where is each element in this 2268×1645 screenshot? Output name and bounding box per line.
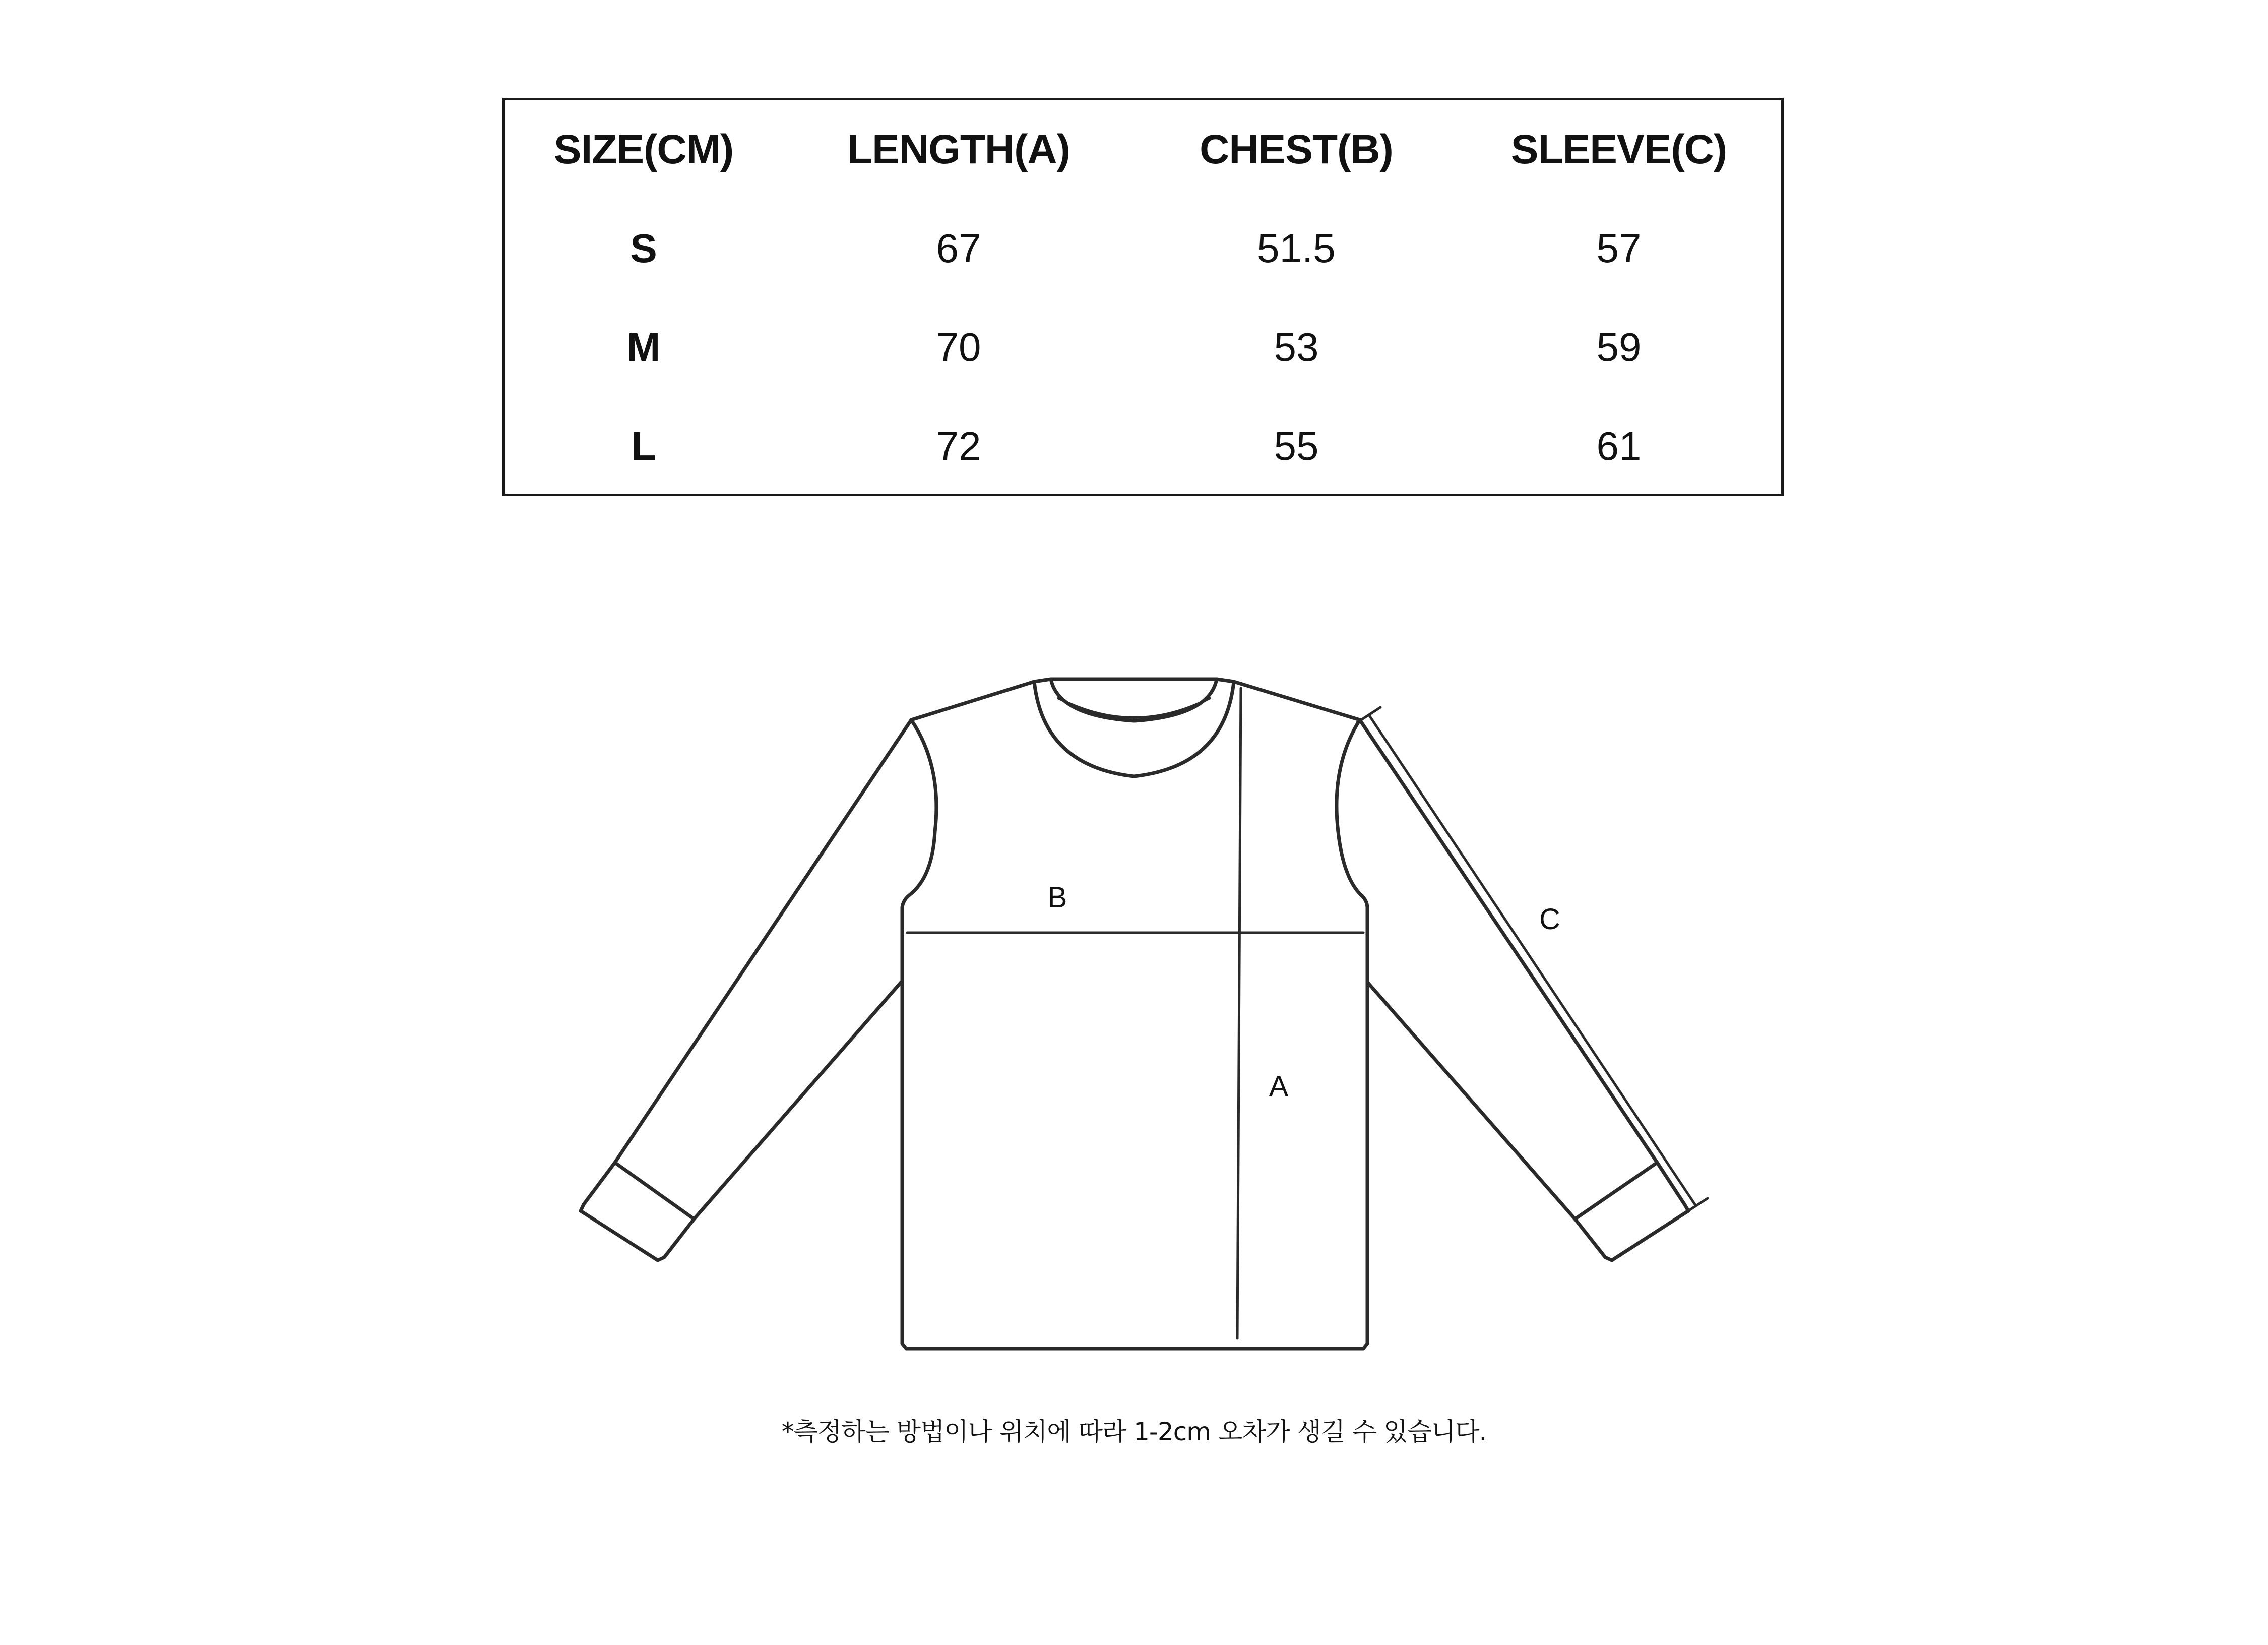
sleeve-measure-line [1369,715,1696,1206]
sleeve-value: 61 [1596,423,1642,468]
left-sleeve-outline [581,720,911,1260]
sleeve-measure-tick-top [1357,707,1380,722]
size-label: S [630,226,657,271]
measurement-note: *측정하는 방법이나 위치에 따라 1-2cm 오차가 생길 수 있습니다. [781,1417,1487,1446]
right-cuff-seam [1575,1163,1657,1219]
chest-value: 53 [1274,325,1319,370]
header-size: SIZE(CM) [553,127,734,172]
size-label: L [631,423,656,468]
chest-value: 55 [1274,423,1319,468]
sleeve-value: 57 [1596,226,1642,271]
collar-inner [1051,679,1217,721]
header-chest: CHEST(B) [1200,127,1393,172]
measurement-lines [907,688,1708,1338]
header-sleeve: SLEEVE(C) [1510,127,1727,172]
size-label: M [626,325,661,370]
header-length: LENGTH(A) [847,127,1070,172]
label-sleeve-c: C [1539,903,1560,936]
body-outline [902,679,1367,1349]
label-chest-b: B [1047,881,1067,914]
right-sleeve-outline [1360,720,1688,1260]
length-value: 67 [936,226,981,271]
left-cuff-seam [615,1163,694,1219]
length-value: 72 [936,423,981,468]
collar-seam [1058,698,1210,718]
sleeve-value: 59 [1596,325,1642,370]
label-length-a: A [1269,1070,1289,1103]
chest-value: 51.5 [1257,226,1336,271]
sweater-outline [581,679,1688,1349]
sleeve-measure-tick-bottom [1684,1198,1708,1213]
length-value: 70 [936,325,981,370]
length-measure-line [1237,688,1241,1338]
collar-outer [1034,682,1234,776]
